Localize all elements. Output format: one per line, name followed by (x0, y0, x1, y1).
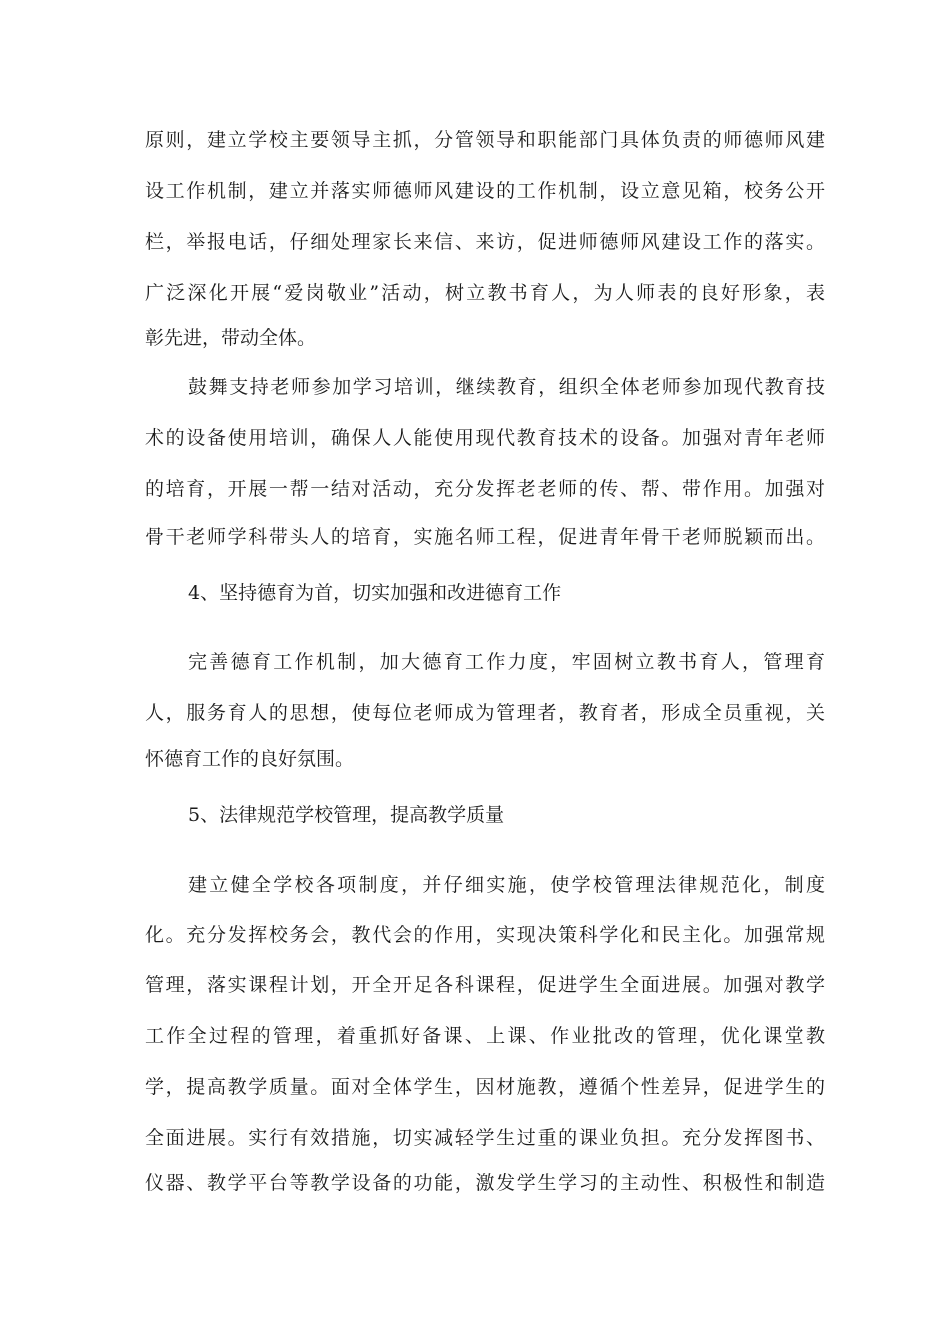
paragraph-2-line-4: 骨干老师学科带头人的培育，实施名师工程，促进青年骨干老师脱颖而出。 (145, 526, 825, 548)
paragraph-1-line-4: 广泛深化开展“爱岗敬业”活动，树立教书育人，为人师表的良好形象，表 (145, 282, 825, 304)
paragraph-4-line-6: 全面进展。实行有效措施，切实减轻学生过重的课业负担。充分发挥图书、 (145, 1127, 825, 1149)
paragraph-3-line-1: 完善德育工作机制，加大德育工作力度，牢固树立教书育人，管理育 (188, 651, 825, 673)
paragraph-4-line-1: 建立健全学校各项制度，并仔细实施，使学校管理法律规范化，制度 (188, 874, 825, 896)
paragraph-1-line-3: 栏，举报电话，仔细处理家长来信、来访，促进师德师风建设工作的落实。 (145, 231, 825, 253)
paragraph-2-line-1: 鼓舞支持老师参加学习培训，继续教育，组织全体老师参加现代教育技 (188, 376, 825, 398)
paragraph-2-line-2: 术的设备使用培训，确保人人能使用现代教育技术的设备。加强对青年老师 (145, 427, 825, 449)
paragraph-4-line-5: 学，提高教学质量。面对全体学生，因材施教，遵循个性差异，促进学生的 (145, 1076, 825, 1098)
section-heading-4: 4、坚持德育为首，切实加强和改进德育工作 (188, 582, 562, 604)
paragraph-4-line-4: 工作全过程的管理，着重抓好备课、上课、作业批改的管理，优化课堂教 (145, 1025, 825, 1047)
paragraph-3-line-2: 人，服务育人的思想，使每位老师成为管理者，教育者，形成全员重视，关 (145, 702, 825, 724)
paragraph-2-line-3: 的培育，开展一帮一结对活动，充分发挥老老师的传、帮、带作用。加强对 (145, 478, 825, 500)
paragraph-1-line-5: 彰先进，带动全体。 (145, 327, 317, 349)
paragraph-4-line-7: 仪器、教学平台等教学设备的功能，激发学生学习的主动性、积极性和制造 (145, 1172, 825, 1194)
paragraph-1-line-2: 设工作机制，建立并落实师德师风建设的工作机制，设立意见箱，校务公开 (145, 180, 825, 202)
paragraph-4-line-2: 化。充分发挥校务会，教代会的作用，实现决策科学化和民主化。加强常规 (145, 924, 825, 946)
paragraph-3-line-3: 怀德育工作的良好氛围。 (145, 748, 355, 770)
paragraph-1-line-1: 原则，建立学校主要领导主抓，分管领导和职能部门具体负责的师德师风建 (145, 129, 825, 151)
section-heading-5: 5、法律规范学校管理，提高教学质量 (188, 804, 505, 826)
paragraph-4-line-3: 管理，落实课程计划，开全开足各科课程，促进学生全面进展。加强对教学 (145, 974, 825, 996)
